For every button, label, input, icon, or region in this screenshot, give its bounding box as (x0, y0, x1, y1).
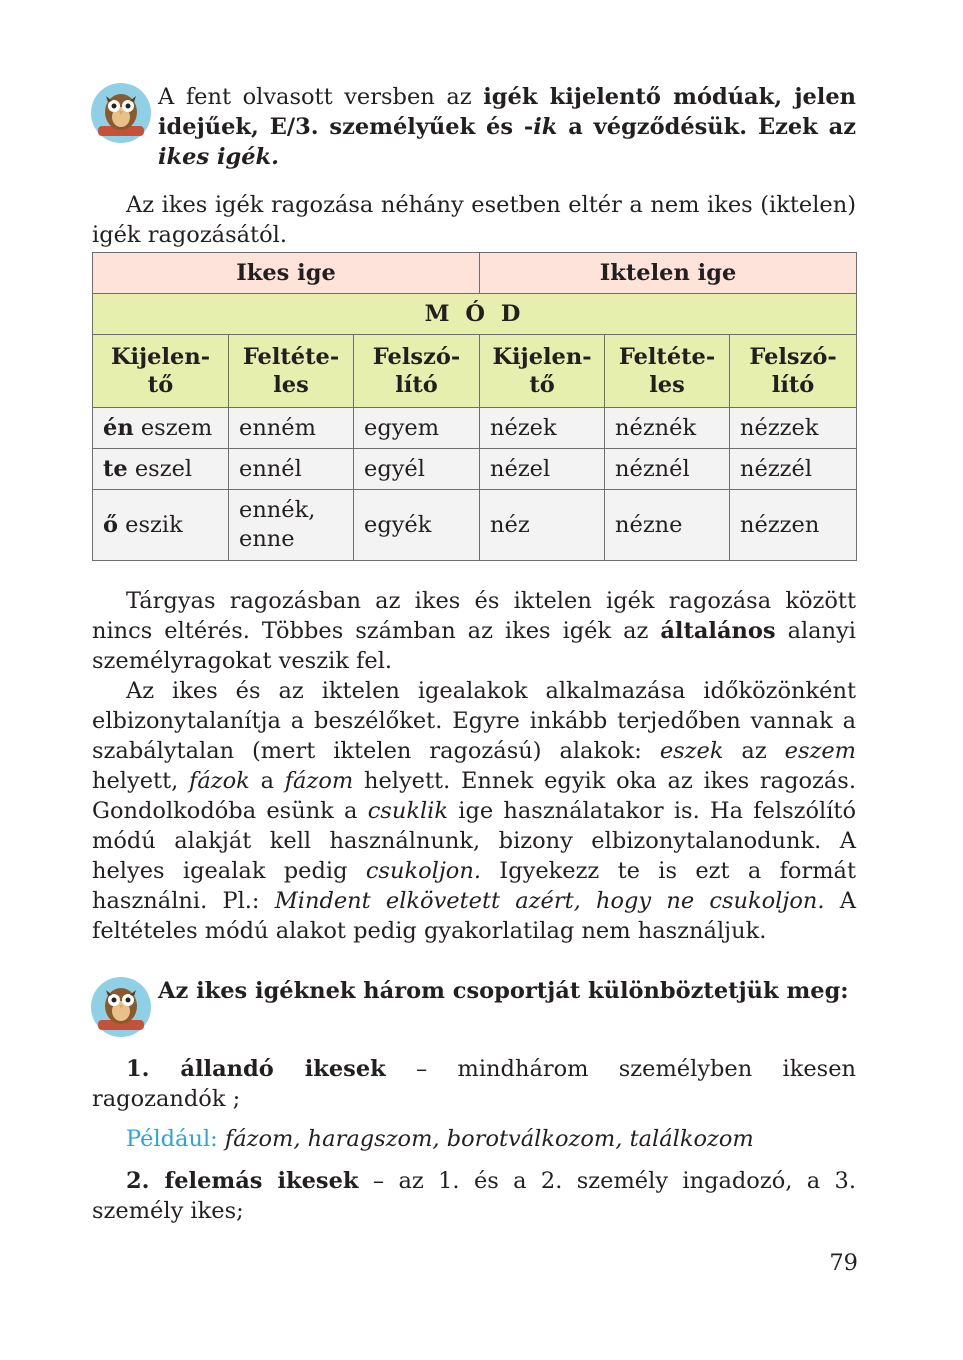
text: alanyi személyragokat veszik fel. (92, 618, 856, 674)
text: Igyekezz te is ezt a formát használni. Pl.: (92, 858, 856, 914)
owl-icon (90, 82, 152, 144)
callout-text: A fent olvasott versben az (158, 84, 484, 110)
item-text: – az 1. és a 2. személy ingadozó, a 3. személy ikes; (92, 1168, 856, 1224)
text: Tárgyas ragozásban az ikes és iktelen igék ragozása között nincs eltérés. Többes számban az ikes igék az (92, 588, 856, 644)
iktelen-ige-header: Iktelen ige (480, 253, 857, 294)
table-cell: nézne (605, 490, 730, 561)
mood-header: Kijelentő (93, 335, 229, 408)
table-cell: ennék, enne (229, 490, 354, 561)
table-row (93, 408, 857, 449)
paragraph-targyas (92, 586, 856, 676)
table-cell: nézzen (730, 490, 857, 561)
table-cell: néznék (605, 408, 730, 449)
mod-header: M Ó D (93, 294, 857, 335)
text: ige használatakor is. Ha felszólító módú alakját kell használnunk, bizony elbizonytalanodunk. A helyes igealak pedig (92, 798, 857, 884)
italic-example: csukoljon. (365, 858, 481, 884)
table-cell: egyem (354, 408, 480, 449)
callout-three-groups: Az ikes igéknek három csoportját különböztetjük meg: (158, 978, 849, 1004)
callout-italic-ik: ik (533, 114, 558, 140)
table-cell (93, 449, 229, 490)
item-title: 2. felemás ikesek (126, 1168, 359, 1194)
text: helyett. Ennek egyik oka az ikes ragozás. Gondolkodóba esünk a (92, 768, 857, 824)
verb-form: eszel (127, 456, 193, 482)
ikes-ige-header: Ikes ige (93, 253, 480, 294)
callout-italic-ikes-igek: ikes igék. (158, 144, 279, 170)
pronoun: ő (103, 511, 119, 538)
italic-example: eszem (784, 738, 856, 764)
table-cell: nézzek (730, 408, 857, 449)
mod-header-row (93, 294, 857, 335)
example-label: Például: (126, 1126, 218, 1152)
table-cell: ennél (229, 449, 354, 490)
text: A feltételes módú alakot pedig gyakorlatilag nem használjuk. (92, 888, 856, 944)
item-allando-ikesek (92, 1054, 856, 1114)
table-header-row (93, 253, 857, 294)
item-felemas-ikesek (92, 1166, 856, 1226)
table-cell: egyék (354, 490, 480, 561)
text: az (723, 738, 785, 764)
table-cell: egyél (354, 449, 480, 490)
owl-icon (90, 976, 152, 1038)
text: Az ikes és az iktelen igealakok alkalmazása időközönként elbizonytalanítja a beszélőket. Egyre inkább terjedőben vannak a szabálytalan (mert iktelen ragozású) alakok: (92, 678, 856, 764)
table-cell: enném (229, 408, 354, 449)
pronoun: én (103, 415, 134, 441)
italic-example: csuklik (367, 798, 449, 824)
table-cell: néznél (605, 449, 730, 490)
table-cell: nézel (480, 449, 605, 490)
intro-paragraph: Az ikes igék ragozása néhány esetben eltér a nem ikes (iktelen) igék ragozásától. (92, 192, 856, 248)
table-cell (93, 490, 229, 561)
table-row (93, 490, 857, 561)
pronoun: te (103, 456, 128, 482)
item-title: 1. állandó ikesek (126, 1056, 386, 1082)
page-number: 79 (829, 1250, 858, 1276)
callout-bold-2: a végződésük. Ezek az (557, 114, 856, 140)
paragraph-usage (92, 676, 856, 946)
mood-header: Feltételes (229, 335, 354, 408)
italic-example: fázok (189, 768, 250, 794)
text: helyett, (92, 768, 190, 794)
callout-bold: igék kijelentő módúak, jelen idejűek, E/3. személyűek és - (158, 84, 857, 140)
mood-header-row (93, 335, 857, 408)
mood-header: Kijelentő (480, 335, 605, 408)
example-words: fázom, haragszom, borotválkozom, találkozom (217, 1126, 754, 1152)
mood-header: Felszólító (730, 335, 857, 408)
callout-ikes-definition (158, 82, 856, 172)
text: a (249, 768, 285, 794)
table-cell: néz (480, 490, 605, 561)
table-row (93, 449, 857, 490)
italic-example: fázom (284, 768, 354, 794)
verb-form: eszem (133, 415, 213, 441)
conjugation-table (92, 252, 857, 561)
table-cell: nézzél (730, 449, 857, 490)
item-text: – mindhárom személyben ikesen ragozandók ; (92, 1056, 856, 1112)
bold-term: általános (660, 618, 776, 644)
mood-header: Felszólító (354, 335, 480, 408)
table-cell: nézek (480, 408, 605, 449)
italic-example: Mindent elkövetett azért, hogy ne csukoljon. (274, 888, 825, 914)
mood-header: Feltételes (605, 335, 730, 408)
italic-example: eszek (659, 738, 724, 764)
verb-form: eszik (118, 511, 183, 538)
example-line (92, 1124, 856, 1154)
table-cell (93, 408, 229, 449)
